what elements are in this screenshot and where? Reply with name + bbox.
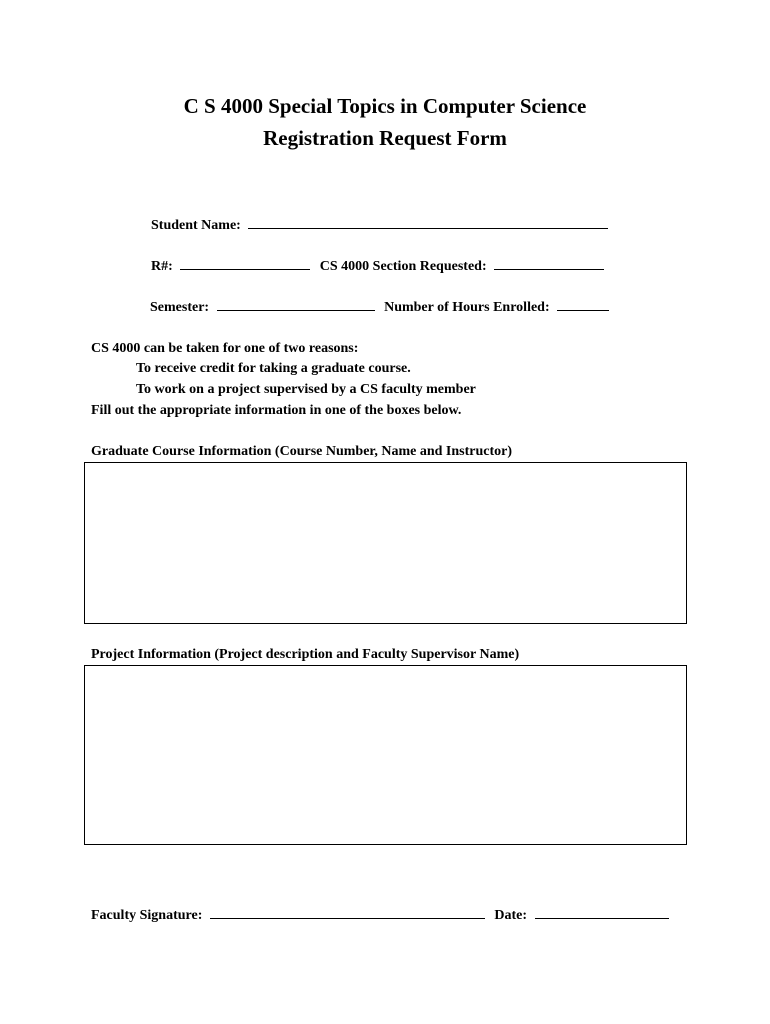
faculty-signature-label: Faculty Signature:: [91, 908, 203, 923]
date-label: Date:: [494, 908, 528, 923]
semester-row: [150, 301, 609, 315]
section-requested-field[interactable]: [494, 268, 604, 270]
project-info-heading: Project Information (Project description and Faculty Supervisor Name): [91, 647, 520, 662]
hours-enrolled-label: Number of Hours Enrolled:: [384, 300, 550, 315]
semester-field[interactable]: [217, 309, 375, 311]
reason-graduate-course: To receive credit for taking a graduate course.: [136, 361, 411, 376]
signature-row: [91, 909, 669, 923]
student-name-label: Student Name:: [151, 218, 241, 233]
r-number-label: R#:: [151, 259, 173, 274]
student-name-row: [151, 219, 608, 233]
semester-label: Semester:: [150, 300, 210, 315]
faculty-signature-field[interactable]: [210, 917, 485, 919]
r-number-row: [151, 260, 604, 274]
form-title: C S 4000 Special Topics in Computer Science: [183, 94, 587, 118]
section-requested-label: CS 4000 Section Requested:: [319, 259, 487, 274]
form-subtitle: Registration Request Form: [263, 126, 507, 150]
hours-enrolled-field[interactable]: [557, 309, 609, 311]
student-name-field[interactable]: [248, 227, 608, 229]
fill-out-instruction: Fill out the appropriate information in one of the boxes below.: [91, 403, 462, 418]
graduate-course-heading: Graduate Course Information (Course Number, Name and Instructor): [91, 444, 513, 459]
date-field[interactable]: [535, 917, 669, 919]
project-info-box[interactable]: [84, 665, 687, 845]
reason-project: To work on a project supervised by a CS faculty member: [136, 382, 476, 397]
graduate-course-info-box[interactable]: [84, 462, 687, 624]
instructions-intro: CS 4000 can be taken for one of two reasons:: [91, 341, 359, 356]
r-number-field[interactable]: [180, 268, 310, 270]
